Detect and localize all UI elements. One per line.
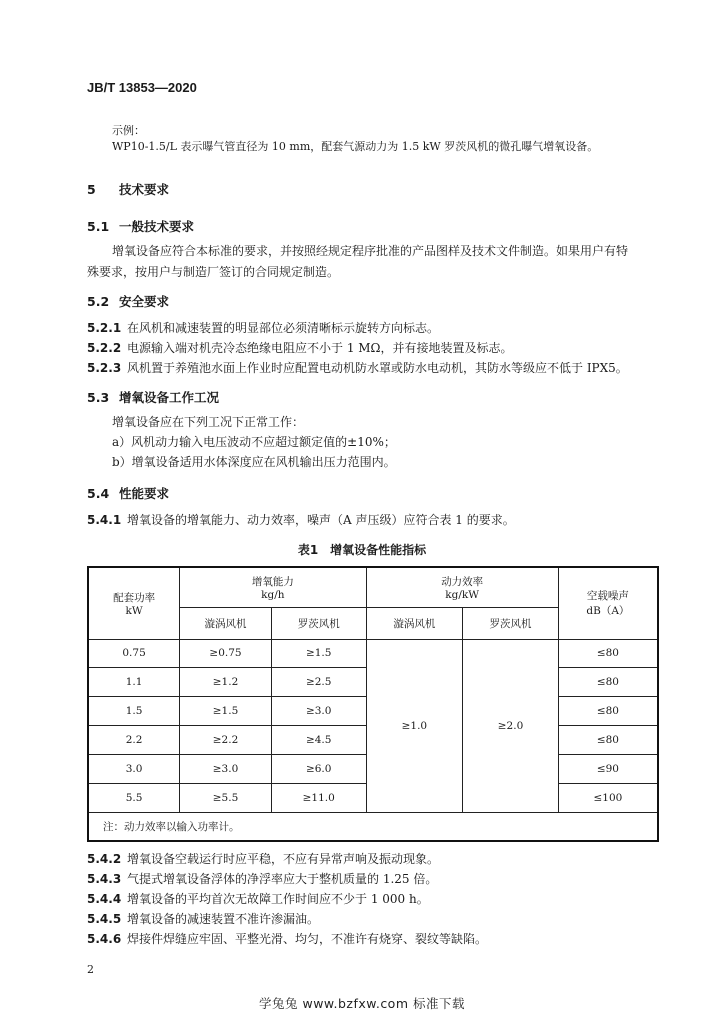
section-5-4-heading (87, 484, 169, 502)
section-5-3-heading (87, 388, 219, 406)
clause-number: 5.4.1 (87, 513, 122, 527)
cell-power: 1.1 (88, 667, 180, 696)
clause-5-2-1 (87, 319, 439, 336)
clause-text: 增氧设备的增氧能力、动力效率，噪声（A 声压级）应符合表 1 的要求。 (127, 513, 515, 527)
table-row (88, 639, 658, 667)
paragraph-line: 增氧设备应符合本标准的要求，并按照经规定程序批准的产品图样及技术文件制造。如果用户有特 (112, 244, 629, 258)
cell-cap-vortex: ≥5.5 (180, 783, 272, 812)
clause-number: 5.4.2 (87, 852, 122, 866)
clause-5-4-1 (87, 511, 515, 528)
cell-cap-vortex: ≥3.0 (180, 754, 272, 783)
cell-cap-roots: ≥4.5 (271, 725, 366, 754)
section-number: 5.2 (87, 294, 110, 309)
section-5-heading (87, 180, 169, 198)
clause-number: 5.4.6 (87, 932, 122, 946)
clause-text: 电源输入端对机壳冷态绝缘电阻应不小于 1 MΩ，并有接地装置及标志。 (127, 341, 513, 355)
section-number: 5.3 (87, 390, 110, 405)
section-title: 一般技术要求 (119, 219, 195, 234)
clause-number: 5.2.1 (87, 321, 122, 335)
section-title: 技术要求 (119, 182, 170, 197)
cell-cap-vortex: ≥1.5 (180, 696, 272, 725)
cell-cap-vortex: ≥1.2 (180, 667, 272, 696)
clause-text: 风机置于养殖池水面上作业时应配置电动机防水罩或防水电动机，其防水等级应不低于 IPX5。 (127, 361, 628, 375)
paragraph-line: 殊要求，按用户与制造厂签订的合同规定制造。 (87, 265, 340, 279)
section-title: 性能要求 (119, 486, 170, 501)
subheader-vortex: 漩涡风机 (366, 607, 463, 639)
clause-5-4-6 (87, 930, 487, 947)
section-number: 5.1 (87, 219, 110, 234)
table-note: 注：动力效率以输入功率计。 (88, 812, 658, 841)
clause-5-4-4 (87, 890, 429, 907)
cell-noise: ≤80 (558, 667, 658, 696)
cell-noise: ≤80 (558, 696, 658, 725)
header-capacity: 增氧能力 kg/h (180, 567, 366, 607)
standard-number: JB/T 13853—2020 (87, 80, 197, 95)
clause-text: 增氧设备的平均首次无故障工作时间应不少于 1 000 h。 (127, 892, 429, 906)
cell-eff-roots: ≥2.0 (463, 639, 559, 812)
clause-text: 在风机和减速装置的明显部位必须清晰标示旋转方向标志。 (127, 321, 440, 335)
cell-power: 1.5 (88, 696, 180, 725)
subheader-roots: 罗茨风机 (271, 607, 366, 639)
clause-number: 5.4.3 (87, 872, 122, 886)
header-noise: 空载噪声 dB（A） (558, 567, 658, 639)
section-5-1-heading (87, 217, 194, 235)
clause-5-4-3 (87, 870, 437, 887)
list-item-a: a）风机动力输入电压波动不应超过额定值的±10%； (112, 435, 396, 449)
clause-5-2-2 (87, 339, 513, 356)
subheader-roots: 罗茨风机 (463, 607, 559, 639)
cell-noise: ≤80 (558, 639, 658, 667)
cell-cap-vortex: ≥0.75 (180, 639, 272, 667)
example-text: WP10-1.5/L 表示曝气管直径为 10 mm，配套气源动力为 1.5 kW 罗茨风机的微孔曝气增氧设备。 (112, 140, 599, 153)
cell-power: 3.0 (88, 754, 180, 783)
cell-cap-vortex: ≥2.2 (180, 725, 272, 754)
clause-number: 5.4.5 (87, 912, 122, 926)
subheader-vortex: 漩涡风机 (180, 607, 272, 639)
page-number: 2 (87, 963, 94, 976)
clause-text: 气提式增氧设备浮体的净浮率应大于整机质量的 1.25 倍。 (127, 872, 438, 886)
section-5-2-heading (87, 292, 169, 310)
clause-5-4-5 (87, 910, 319, 927)
section-title: 增氧设备工作工况 (119, 390, 220, 405)
table-title: 表1 增氧设备性能指标 (297, 543, 427, 557)
clause-number: 5.2.2 (87, 341, 122, 355)
header-efficiency: 动力效率 kg/kW (366, 567, 558, 607)
cell-cap-roots: ≥3.0 (271, 696, 366, 725)
cell-power: 5.5 (88, 783, 180, 812)
cell-noise: ≤80 (558, 725, 658, 754)
cell-power: 2.2 (88, 725, 180, 754)
cell-noise: ≤90 (558, 754, 658, 783)
clause-5-2-3 (87, 359, 628, 376)
section-number: 5.4 (87, 486, 110, 501)
section-title: 安全要求 (119, 294, 170, 309)
cell-cap-roots: ≥2.5 (271, 667, 366, 696)
clause-text: 焊接件焊缝应牢固、平整光滑、均匀，不准许有烧穿、裂纹等缺陷。 (127, 932, 488, 946)
cell-noise: ≤100 (558, 783, 658, 812)
clause-number: 5.4.4 (87, 892, 122, 906)
cell-power: 0.75 (88, 639, 180, 667)
performance-table (87, 566, 659, 842)
paragraph-line: 增氧设备应在下列工况下正常工作： (112, 415, 305, 429)
clause-number: 5.2.3 (87, 361, 122, 375)
section-number: 5 (87, 182, 96, 197)
cell-eff-vortex: ≥1.0 (366, 639, 463, 812)
clause-5-4-2 (87, 850, 439, 867)
list-item-b: b）增氧设备适用水体深度应在风机输出压力范围内。 (112, 455, 396, 469)
cell-cap-roots: ≥11.0 (271, 783, 366, 812)
clause-text: 增氧设备空载运行时应平稳，不应有异常声响及振动现象。 (127, 852, 440, 866)
cell-cap-roots: ≥6.0 (271, 754, 366, 783)
clause-text: 增氧设备的减速装置不准许渗漏油。 (127, 912, 320, 926)
footer-watermark: 学兔兔 www.bzfxw.com 标准下载 (259, 996, 465, 1011)
example-label: 示例： (112, 124, 145, 137)
header-power: 配套功率 kW (88, 567, 180, 639)
cell-cap-roots: ≥1.5 (271, 639, 366, 667)
